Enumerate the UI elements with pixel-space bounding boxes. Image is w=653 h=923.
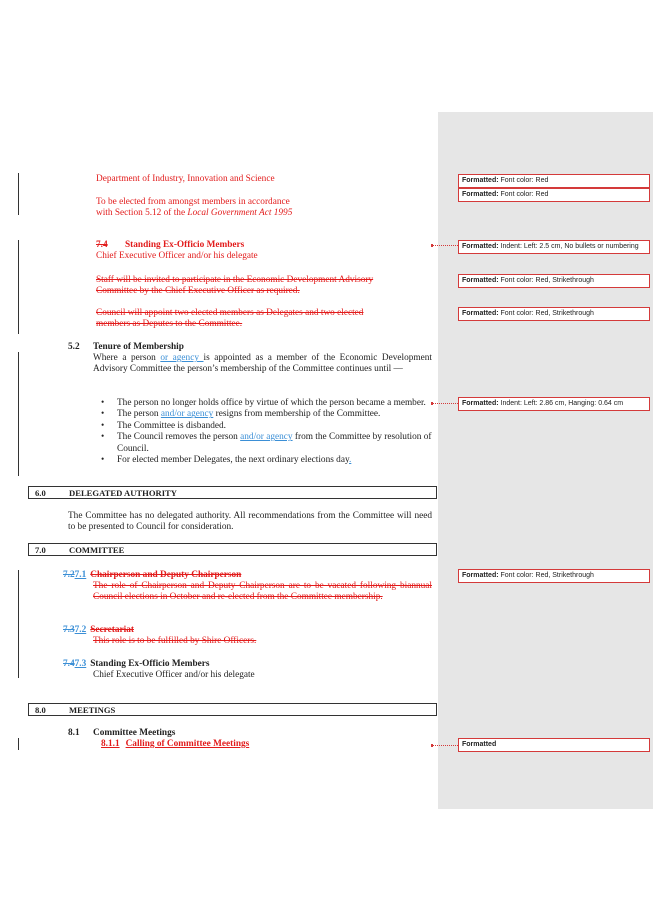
- comment-connector: [432, 245, 458, 246]
- change-bar: [18, 352, 19, 476]
- comment-balloon[interactable]: Formatted: Indent: Left: 2.5 cm, No bullets or numbering: [458, 240, 650, 254]
- comment-balloon[interactable]: Formatted: [458, 738, 650, 752]
- comment-balloon[interactable]: Formatted: Font color: Red: [458, 188, 650, 202]
- bullet-2: • The person and/or agency resigns from membership of the Committee.: [101, 409, 432, 420]
- section-8-header: 8.0 MEETINGS: [28, 703, 437, 716]
- comment-connector: [432, 745, 458, 746]
- s74-heading: 7.4 Standing Ex-Officio Members: [96, 240, 245, 250]
- comment-balloon[interactable]: Formatted: Font color: Red, Strikethrough: [458, 307, 650, 321]
- comment-anchor: [431, 244, 433, 247]
- change-bar: [18, 570, 19, 678]
- bullet-5: • For elected member Delegates, the next ordinary elections day.: [101, 455, 432, 466]
- bullet-1: • The person no longer holds office by virtue of which the person became a member.: [101, 398, 432, 409]
- change-bar: [18, 738, 19, 750]
- s811-heading: 8.1.1 Calling of Committee Meetings: [101, 739, 250, 749]
- comment-anchor: [431, 402, 433, 405]
- elected-line-2: with Section 5.12 of the Local Government Act 1995: [96, 208, 293, 219]
- comment-pane: [438, 112, 653, 809]
- s81-heading: 8.1 Committee Meetings: [68, 728, 176, 738]
- bullet-3: • The Committee is disbanded.: [101, 421, 432, 432]
- s52-heading: 5.2 Tenure of Membership: [68, 342, 184, 352]
- staff-paragraph: Staff will be invited to participate in the Economic Development Advisory Committee by the Chief Executive Officer as required.: [96, 275, 374, 297]
- council-paragraph: Council will appoint two elected members as Delegates and two elected members as Deputes to the Committee.: [96, 308, 364, 330]
- s71-body: The role of Chairperson and Deputy Chairperson are to be vacated following biannual Council elections in October and re-elected from the Committee membership.: [93, 581, 432, 603]
- s71-heading: 7.27.1 Chairperson and Deputy Chairperson: [63, 570, 242, 580]
- s72-body: This role is to be fulfilled by Shire Officers.: [93, 636, 257, 646]
- comment-anchor: [431, 744, 433, 747]
- s73-heading: 7.47.3 Standing Ex-Officio Members: [63, 659, 210, 669]
- s72-heading: 7.37.2 Secretariat: [63, 625, 134, 635]
- s74-body: Chief Executive Officer and/or his delegate: [96, 251, 258, 261]
- comment-balloon[interactable]: Formatted: Font color: Red: [458, 174, 650, 188]
- comment-balloon[interactable]: Formatted: Font color: Red, Strikethrough: [458, 569, 650, 583]
- comment-balloon[interactable]: Formatted: Font color: Red, Strikethrough: [458, 274, 650, 288]
- s52-paragraph: Where a person or agency is appointed as a member of the Economic Development Advisory Committee the person’s membership of the Committee continues until —: [93, 353, 432, 375]
- comment-connector: [432, 403, 458, 404]
- change-bar: [18, 173, 19, 215]
- section-6-header: 6.0 DELEGATED AUTHORITY: [28, 486, 437, 499]
- elected-paragraph: [96, 197, 426, 220]
- dept-line: Department of Industry, Innovation and Science: [96, 174, 275, 184]
- s52-bullet-list: [101, 398, 432, 466]
- section-7-header: 7.0 COMMITTEE: [28, 543, 437, 556]
- change-bar: [18, 240, 19, 334]
- bullet-4: • The Council removes the person and/or agency from the Committee by resolution of Council.: [101, 432, 432, 455]
- comment-balloon[interactable]: Formatted: Indent: Left: 2.86 cm, Hanging: 0.64 cm: [458, 397, 650, 411]
- s73-body: Chief Executive Officer and/or his delegate: [93, 670, 255, 680]
- elected-line-1: To be elected from amongst members in accordance: [96, 197, 290, 207]
- section-6-body: The Committee has no delegated authority. All recommendations from the Committee will need to be presented to Council for consideration.: [68, 511, 432, 533]
